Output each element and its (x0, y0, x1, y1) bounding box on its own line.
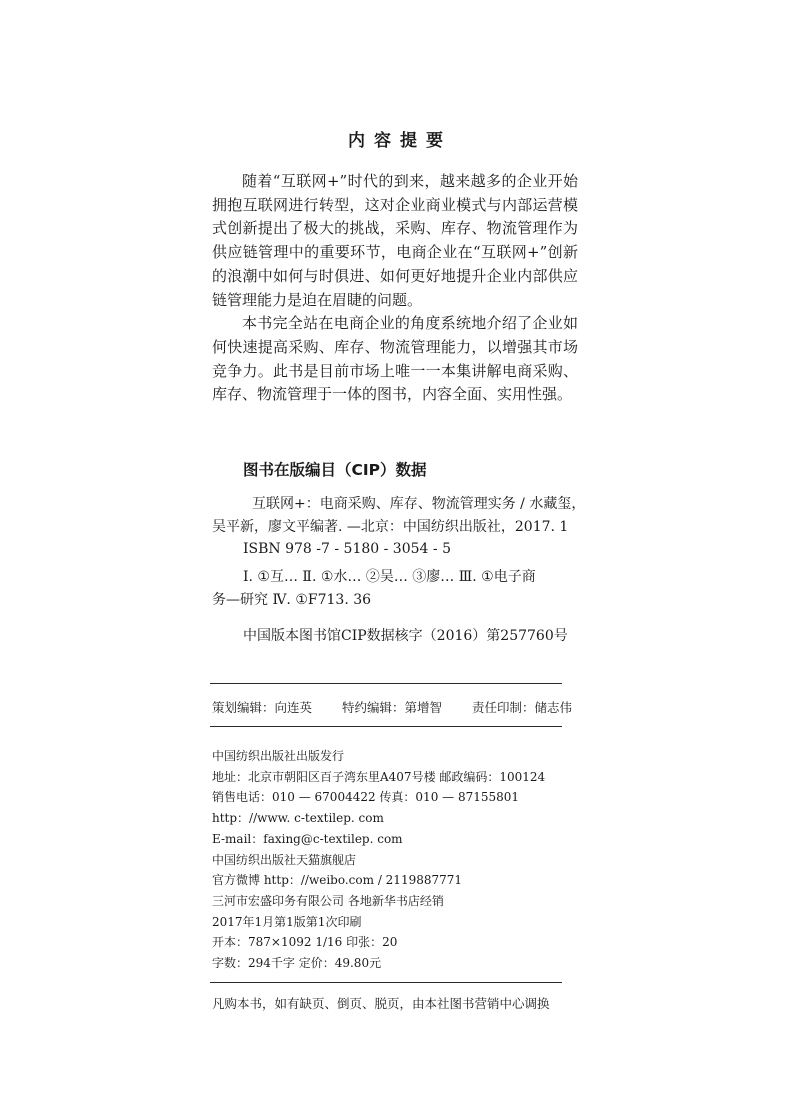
footer-note: 凡购本书，如有缺页、倒页、脱页，由本社图书营销中心调换 (212, 996, 550, 1011)
cip-record-line: 吴平新，廖文平编著. —北京：中国纺织出版社，2017. 1 (212, 518, 569, 535)
cip-title: 图书在版编目（CIP）数据 (243, 461, 427, 479)
publisher-line: 2017年1月第1版第1次印刷 (212, 914, 362, 929)
summary-paragraph: 随着“互联网+”时代的到来，越来越多的企业开始拥抱互联网进行转型，这对企业商业模式与内部运营模式创新提出了极大的挑战，采购、库存、物流管理作为供应链管理中的重要环节，电商企业在“互联网+”创新的浪潮中如何与时俱进、如何更好地提升企业内部供应链管理能力是迫在眉睫的问题。 (212, 172, 578, 309)
publisher-line: 中国纺织出版社出版发行 (212, 749, 345, 763)
cip-isbn: ISBN 978 -7 - 5180 - 3054 - 5 (243, 541, 451, 557)
planning-editor: 策划编辑：向连英 (212, 700, 313, 715)
divider (210, 982, 562, 983)
special-editor: 特约编辑：第增智 (342, 700, 443, 715)
publisher-line: 开本：787×1092 1/16 印张：20 (212, 935, 398, 950)
divider (210, 683, 562, 684)
publisher-line: 销售电话：010 — 67004422 传真：010 — 87155801 (212, 790, 520, 805)
cip-class-line: 务—研究 Ⅳ. ①F713. 36 (212, 591, 372, 608)
cip-core-number: 中国版本图书馆CIP数据核字（2016）第257760号 (243, 628, 568, 644)
publisher-line: 地址：北京市朝阳区百子湾东里A407号楼 邮政编码：100124 (212, 769, 546, 784)
publisher-line: 中国纺织出版社天猫旗舰店 (212, 852, 357, 867)
editors-row (212, 698, 598, 716)
summary-title: 内容提要 (348, 131, 452, 151)
publisher-line: E-mail：faxing@c-textilep. com (212, 831, 403, 846)
cip-classification (212, 566, 536, 611)
cip-record (212, 493, 586, 561)
publisher-line: 三河市宏盛印务有限公司 各地新华书店经销 (212, 893, 444, 908)
summary-paragraph: 本书完全站在电商企业的角度系统地介绍了企业如何快速提高采购、库存、物流管理能力，以增强其市场竞争力。此书是目前市场上唯一一本集讲解电商采购、库存、物流管理于一体的图书，内容全面、实用性强。 (212, 314, 578, 404)
publisher-line: http：//www. c-textilep. com (212, 811, 384, 826)
divider (210, 726, 562, 727)
publisher-info (212, 746, 545, 974)
cip-class-line: Ⅰ. ①互… Ⅱ. ①水… ②吴… ③廖… Ⅲ. ①电子商 (243, 569, 536, 585)
printing-supervisor: 责任印制：储志伟 (472, 700, 573, 715)
summary-body (212, 170, 578, 407)
publisher-line: 官方微博 http：//weibo.com / 2119887771 (212, 873, 463, 888)
publisher-line: 字数：294千字 定价：49.80元 (212, 956, 382, 971)
cip-record-line: 互联网+：电商采购、库存、物流管理实务 / 水藏玺， (252, 496, 586, 512)
